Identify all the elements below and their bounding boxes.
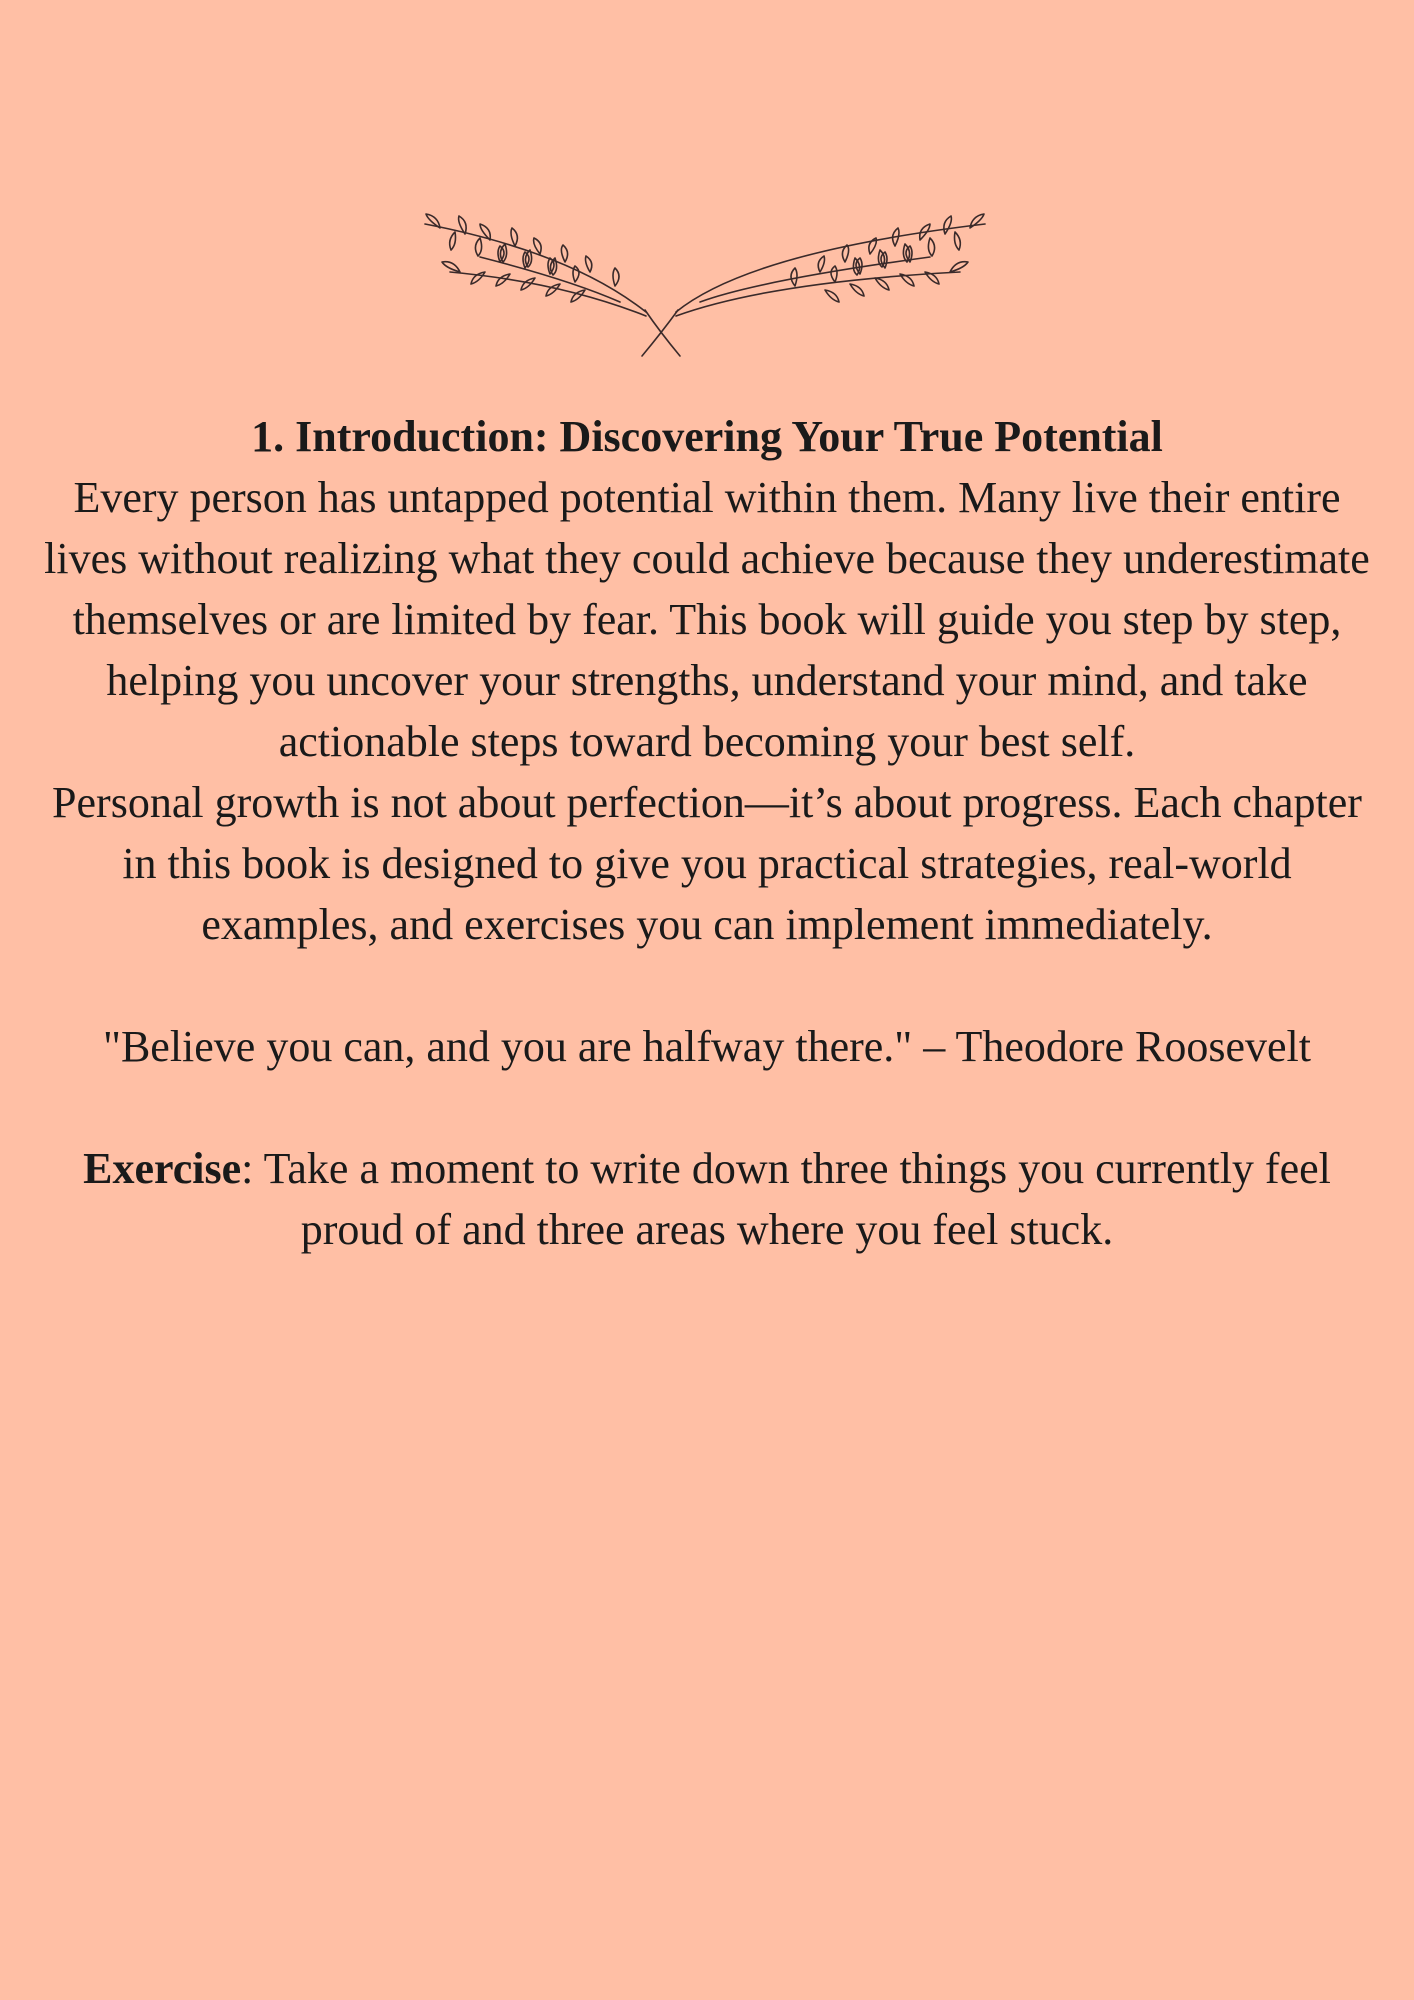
- exercise-paragraph: [36, 1138, 1378, 1260]
- intro-paragraph: Every person has untapped potential within them. Many live their entire lives without realizing what they could achieve because they underestimate themselves or are limited by fear. This book will guide you step by step, helping you uncover your strengths, understand your mind, and take actionable steps toward becoming your best self.: [44, 473, 1370, 766]
- growth-paragraph: Personal growth is not about perfection—it’s about progress. Each chapter in this book is designed to give you practical strategies, real-world examples, and exercises you can implement immediately.: [52, 778, 1362, 949]
- chapter-content: [36, 406, 1378, 1260]
- chapter-title: 1. Introduction: Discovering Your True Potential: [251, 412, 1163, 461]
- quote: "Believe you can, and you are halfway there." – Theodore Roosevelt: [102, 1022, 1312, 1071]
- exercise-text: : Take a moment to write down three things you currently feel proud of and three areas where you feel stuck.: [241, 1144, 1331, 1254]
- laurel-branches-icon: [420, 212, 1000, 362]
- exercise-label: Exercise: [83, 1144, 242, 1193]
